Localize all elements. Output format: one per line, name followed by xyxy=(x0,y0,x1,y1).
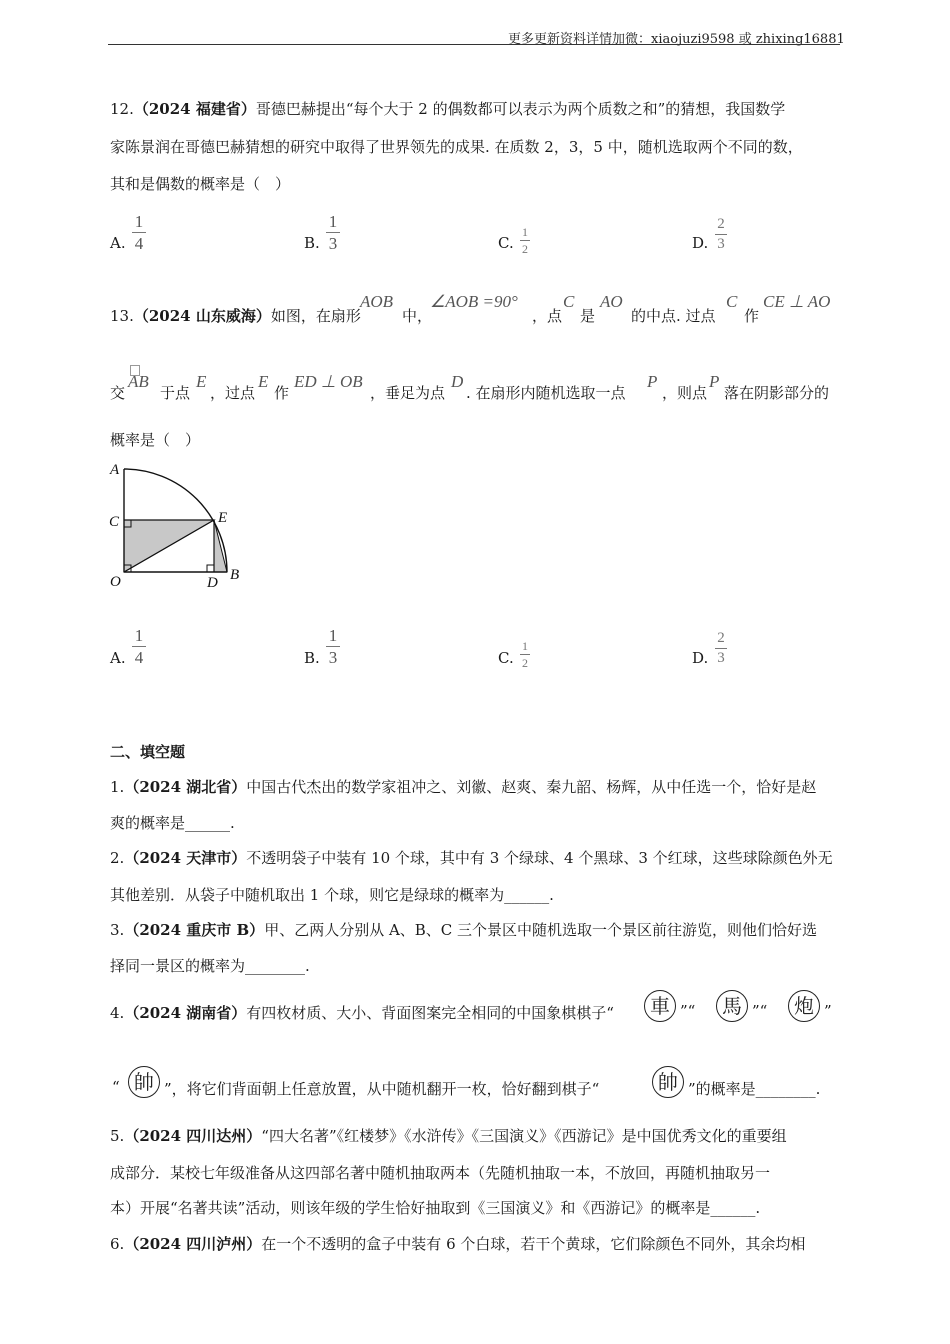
f2-number: 2. xyxy=(110,849,125,867)
chess-piece-pao-icon: 炮 xyxy=(788,990,820,1022)
f2-line-2: 其他差别．从袋子中随机取出 1 个球，则它是绿球的概率为______. xyxy=(110,886,554,904)
header-divider xyxy=(108,44,840,45)
q13-option-c-numerator: 1 xyxy=(522,639,528,653)
f1-line-1 xyxy=(110,776,816,798)
f4-quote-sep-2: ”“ xyxy=(752,1002,768,1020)
f4-line2-end: ”的概率是________. xyxy=(688,1080,821,1098)
q12-option-b-label: B. xyxy=(304,234,320,252)
q13-text-6: 作 xyxy=(744,307,760,325)
fraction-bar xyxy=(715,234,727,235)
f1-number: 1. xyxy=(110,778,125,796)
q13-option-c-fraction xyxy=(520,640,530,669)
q13-l2-text-2: 于点 xyxy=(160,384,191,402)
q12-option-b-fraction xyxy=(326,213,340,252)
f3-line-1 xyxy=(110,919,817,941)
fraction-bar xyxy=(326,232,340,233)
q12-option-b-numerator: 1 xyxy=(328,212,338,231)
q13-option-c-label: C. xyxy=(498,649,514,667)
q13-option-d-fraction xyxy=(715,631,727,666)
chess-piece-che-icon: 車 xyxy=(644,990,676,1022)
fraction-bar xyxy=(132,232,146,233)
q13-text-2: 中， xyxy=(402,307,433,325)
q13-text-1: 如图，在扇形 xyxy=(270,307,361,325)
right-angle-mark-d xyxy=(207,565,214,572)
q13-line-3: 概率是（ ） xyxy=(110,431,201,449)
f5-source-tag: （2024 四川达州） xyxy=(124,1127,262,1145)
f3-line-2: 择同一景区的概率为________. xyxy=(110,957,310,975)
point-label-a: A xyxy=(110,462,120,478)
f5-number: 5. xyxy=(110,1127,125,1145)
f5-line-2: 成部分．某校七年级准备从这四部名著中随机抽取两本（先随机抽取一本，不放回，再随机抽取另一 xyxy=(110,1164,771,1182)
q12-line-1 xyxy=(110,98,785,120)
q13-option-a-denominator: 4 xyxy=(134,648,144,667)
point-label-d: D xyxy=(207,575,218,591)
q13-option-a-label: A. xyxy=(110,649,126,667)
q13-option-a-numerator: 1 xyxy=(134,626,144,645)
f2-text-1: 不透明袋子中装有 10 个球，其中有 3 个绿球、4 个黑球、3 个红球，这些球除颜色外无 xyxy=(246,849,833,867)
q13-text-4: 是 xyxy=(580,307,596,325)
f4-line2-mid: ”，将它们背面朝上任意放置，从中随机翻开一枚，恰好翻到棋子“ xyxy=(164,1080,600,1098)
f6-line-1 xyxy=(110,1233,805,1255)
point-label-c: C xyxy=(109,514,120,530)
q13-l2-math-ed-perp-ob: ED ⊥ OB xyxy=(294,372,363,391)
q13-source-tag: （2024 山东威海） xyxy=(133,307,271,325)
f3-source-tag: （2024 重庆市 B） xyxy=(124,921,265,939)
q12-option-d-fraction xyxy=(715,217,727,252)
f6-text-1: 在一个不透明的盒子中装有 6 个白球，若干个黄球，它们除颜色不同外，其余均相 xyxy=(261,1235,806,1253)
q13-math-c: C xyxy=(563,292,575,311)
q13-l2-text-1: 交 xyxy=(110,384,126,402)
point-label-e: E xyxy=(218,510,228,526)
q12-option-a-denominator: 4 xyxy=(134,234,144,253)
f4-text-1: 有四枚材质、大小、背面图案完全相同的中国象棋棋子“ xyxy=(246,1004,614,1022)
q12-option-d-label: D. xyxy=(692,234,709,252)
q13-option-d-denominator: 3 xyxy=(717,650,725,666)
fraction-bar xyxy=(520,654,530,655)
f3-text-1: 甲、乙两人分别从 A、B、C 三个景区中随机选取一个景区前往游览，则他们恰好选 xyxy=(264,921,818,939)
f5-line-3: 本）开展“名著共读”活动，则该年级的学生恰好抽取到《三国演义》和《西游记》的概率是______. xyxy=(110,1199,761,1217)
q13-l2-text-6: . 在扇形内随机选取一点 xyxy=(466,384,626,402)
q13-l2-math-d: D xyxy=(451,372,464,391)
point-label-o: O xyxy=(110,574,121,590)
f5-text-1: “四大名著”《红楼梦》《水浒传》《三国演义》《西游记》是中国优秀文化的重要组 xyxy=(261,1127,787,1145)
q12-option-c-numerator: 1 xyxy=(522,225,528,239)
q13-l2-text-5: ，垂足为点 xyxy=(370,384,446,402)
f6-number: 6. xyxy=(110,1235,125,1253)
f1-line-2: 爽的概率是______. xyxy=(110,814,235,832)
f4-quote-sep-1: ”“ xyxy=(680,1002,696,1020)
chess-piece-shuai-icon: 帥 xyxy=(128,1066,160,1098)
fraction-bar xyxy=(132,646,146,647)
point-label-b: B xyxy=(230,567,240,583)
q13-l2-math-ab: AB xyxy=(128,372,149,391)
q12-number: 12. xyxy=(110,100,134,118)
q13-number: 13. xyxy=(110,307,134,325)
q12-option-a-label: A. xyxy=(110,234,126,252)
q12-option-a-fraction xyxy=(132,213,146,252)
q12-option-c-fraction xyxy=(520,226,530,255)
q12-line-2: 家陈景润在哥德巴赫猜想的研究中取得了世界领先的成果. 在质数 2，3，5 中，随机选取两个不同的数， xyxy=(110,138,803,156)
q13-option-b-fraction xyxy=(326,627,340,666)
f2-source-tag: （2024 天津市） xyxy=(124,849,247,867)
q13-math-c2: C xyxy=(726,292,738,311)
q12-option-c-denominator: 2 xyxy=(522,242,528,256)
q13-l2-text-8: 落在阴影部分的 xyxy=(724,384,830,402)
q13-l2-math-e: E xyxy=(196,372,207,391)
q13-option-d-numerator: 2 xyxy=(717,630,725,646)
q12-source-tag: （2024 福建省） xyxy=(133,100,256,118)
f4-number: 4. xyxy=(110,1004,125,1022)
q13-math-ce-perp-ao: CE ⊥ AO xyxy=(763,292,831,311)
shaded-region-edb xyxy=(214,520,227,572)
chess-piece-ma-icon: 馬 xyxy=(716,990,748,1022)
q13-text-5: 的中点. 过点 xyxy=(631,307,716,325)
q13-number-line xyxy=(110,305,361,327)
q12-option-d-numerator: 2 xyxy=(717,216,725,232)
q13-l2-text-7: ，则点 xyxy=(662,384,708,402)
f3-number: 3. xyxy=(110,921,125,939)
q12-option-b-denominator: 3 xyxy=(328,234,338,253)
q13-option-b-label: B. xyxy=(304,649,320,667)
q12-option-d-denominator: 3 xyxy=(717,236,725,252)
q13-option-c-denominator: 2 xyxy=(522,656,528,670)
f5-line-1 xyxy=(110,1125,787,1147)
q12-line-3: 其和是偶数的概率是（ ） xyxy=(110,175,291,193)
q13-math-ao: AO xyxy=(600,292,623,311)
f6-source-tag: （2024 四川泸州） xyxy=(124,1235,262,1253)
f1-source-tag: （2024 湖北省） xyxy=(124,778,247,796)
q13-l2-text-4: 作 xyxy=(274,384,290,402)
q13-option-b-numerator: 1 xyxy=(328,626,338,645)
q13-l2-math-p: P xyxy=(647,372,658,391)
f4-source-tag: （2024 湖南省） xyxy=(124,1004,247,1022)
f4-line-1 xyxy=(110,1002,614,1024)
fraction-bar xyxy=(715,648,727,649)
q13-l2-text-3: ，过点 xyxy=(210,384,256,402)
q12-option-c-label: C. xyxy=(498,234,514,252)
q13-text-3: ，点 xyxy=(532,307,563,325)
q13-option-a-fraction xyxy=(132,627,146,666)
q13-math-aob: AOB xyxy=(360,292,394,311)
header-note: 更多更新资料详情加微：xiaojuzi9598 或 zhixing16881 xyxy=(508,32,845,47)
fraction-bar xyxy=(520,240,530,241)
f4-quote-open: “ xyxy=(112,1078,120,1096)
f2-line-1 xyxy=(110,847,833,869)
q13-l2-math-e2: E xyxy=(258,372,269,391)
sector-figure xyxy=(105,455,255,595)
q13-option-d-label: D. xyxy=(692,649,709,667)
section-title-fill-in: 二、填空题 xyxy=(110,743,186,761)
q12-option-a-numerator: 1 xyxy=(134,212,144,231)
chess-piece-shuai-icon-2: 帥 xyxy=(652,1066,684,1098)
q13-l2-math-p2: P xyxy=(709,372,720,391)
fraction-bar xyxy=(326,646,340,647)
q12-text-1: 哥德巴赫提出“每个大于 2 的偶数都可以表示为两个质数之和”的猜想，我国数学 xyxy=(255,100,786,118)
f4-quote-close-1: ” xyxy=(824,1002,832,1020)
q13-math-angle: ∠AOB =90° xyxy=(430,292,518,311)
q13-option-b-denominator: 3 xyxy=(328,648,338,667)
f1-text-1: 中国古代杰出的数学家祖冲之、刘徽、赵爽、秦九韶、杨辉，从中任选一个，恰好是赵 xyxy=(246,778,817,796)
